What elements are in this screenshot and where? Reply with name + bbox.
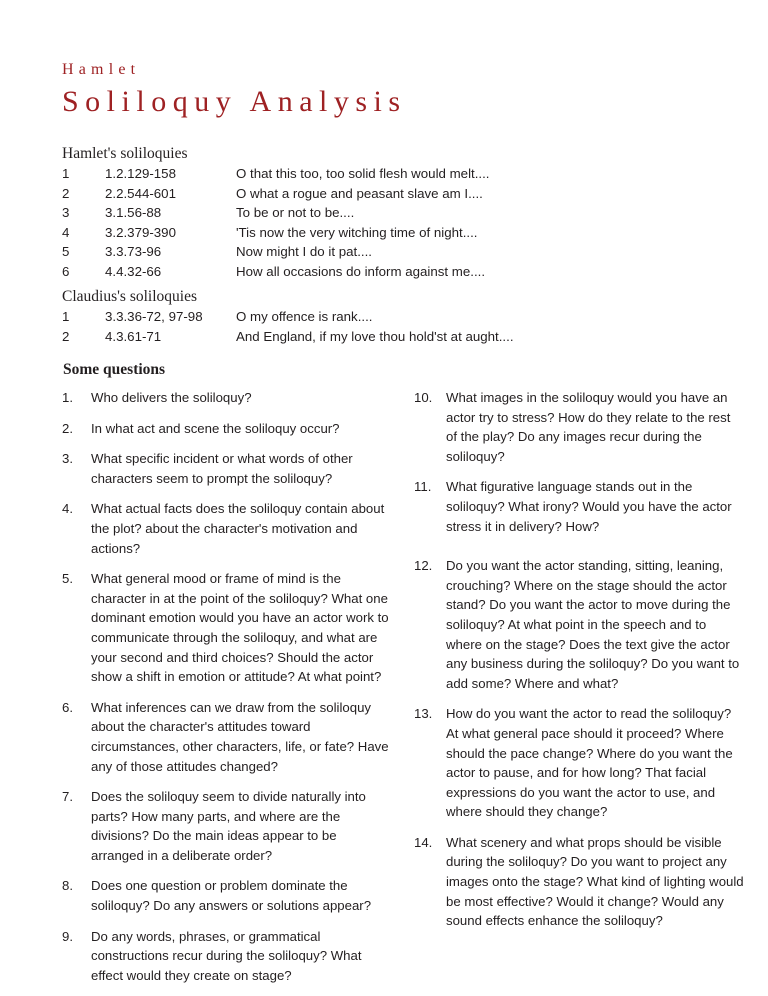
soliloquy-first-line: To be or not to be.... (236, 205, 355, 220)
table-row (62, 164, 490, 184)
question-item (62, 569, 392, 687)
question-item (62, 787, 392, 865)
question-number: 10. (414, 390, 433, 405)
soliloquy-first-line: And England, if my love thou hold'st at aught.... (236, 328, 514, 344)
question-item (414, 477, 744, 536)
soliloquy-index: 2 (62, 328, 70, 344)
soliloquy-first-line: How all occasions do inform against me.... (236, 263, 486, 279)
question-item (62, 449, 392, 488)
question-item (62, 698, 392, 776)
soliloquy-index: 3 (62, 205, 70, 220)
question-number: 3. (62, 451, 73, 467)
soliloquy-reference: 3.1.56-88 (105, 205, 162, 220)
question-item (414, 833, 744, 931)
question-text: What actual facts does the soliloquy contain about the plot? about the character's motivation and actions? (91, 501, 385, 556)
soliloquy-first-line: 'Tis now the very witching time of night.... (236, 224, 478, 240)
question-number: 6. (62, 699, 73, 715)
questions-left-column (62, 388, 392, 996)
question-number: 11. (414, 479, 432, 495)
soliloquy-reference: 1.2.129-158 (105, 166, 176, 181)
claudius-soliloquies-heading: Claudius's soliloquies (62, 288, 197, 305)
table-row (62, 262, 490, 282)
soliloquy-reference: 3.2.379-390 (105, 224, 176, 240)
question-text: Does the soliloquy seem to divide naturally into parts? How many parts, and where are the divisions? Do the main ideas appear to be arranged in a deliberate order? (91, 789, 366, 863)
question-item (414, 388, 744, 466)
question-text: What inferences can we draw from the soliloquy about the character's attitudes toward circumstances, other characters, life, or fate? Have any of those attitudes changed? (91, 699, 389, 774)
soliloquy-reference: 4.4.32-66 (105, 263, 162, 279)
question-item (414, 704, 744, 822)
question-text: How do you want the actor to read the soliloquy? At what general pace should it proceed? Where should the pace change? Where do you want the actor to pause, and for how long? That facial expressions do you want the actor to use, and where should they change? (446, 706, 733, 820)
question-text: What scenery and what props should be visible during the soliloquy? Do you want to project any images onto the stage? What kind of lighting would be most effective? Would it change? Would any sound effects enhance the soliloquy? (446, 834, 744, 929)
hamlet-soliloquies-heading: Hamlet's soliloquies (62, 145, 188, 162)
questions-right-column (414, 388, 744, 942)
question-text: Do any words, phrases, or grammatical constructions recur during the soliloquy? What effect would they create on stage? (91, 928, 362, 983)
soliloquy-reference: 3.3.73-96 (105, 244, 162, 259)
table-row (62, 242, 490, 262)
question-item (62, 499, 392, 558)
soliloquy-index: 1 (62, 309, 70, 324)
claudius-soliloquies-section (62, 287, 514, 346)
questions-section-heading: Some questions (63, 361, 166, 378)
question-number: 13. (414, 706, 433, 722)
question-text: What specific incident or what words of other characters seem to prompt the soliloquy? (91, 451, 353, 486)
claudius-soliloquies-table (62, 307, 514, 346)
soliloquy-index: 6 (62, 263, 70, 279)
soliloquy-first-line: O that this too, too solid flesh would melt.... (236, 166, 490, 181)
question-number: 12. (414, 558, 433, 574)
table-row (62, 327, 514, 347)
table-row (62, 203, 490, 223)
soliloquy-first-line: O my offence is rank.... (236, 309, 373, 324)
question-item (414, 556, 744, 693)
hamlet-soliloquies-table (62, 164, 490, 281)
soliloquy-index: 1 (62, 166, 70, 181)
question-number: 4. (62, 501, 73, 517)
document-title-block (62, 60, 407, 120)
question-text: What images in the soliloquy would you have an actor try to stress? How do they relate to the rest of the play? Do any images recur during the soliloquy? (446, 390, 731, 464)
question-number: 1. (62, 390, 73, 405)
soliloquy-first-line: Now might I do it pat.... (236, 244, 372, 259)
title-kicker: Hamlet (62, 61, 141, 78)
hamlet-soliloquies-section (62, 144, 490, 281)
table-row (62, 184, 490, 204)
question-text: Who delivers the soliloquy? (91, 390, 252, 405)
question-text: In what act and scene the soliloquy occur? (91, 420, 340, 436)
table-row (62, 223, 490, 243)
question-number: 2. (62, 420, 73, 436)
question-number: 9. (62, 928, 73, 944)
soliloquy-index: 4 (62, 224, 70, 240)
soliloquy-reference: 2.2.544-601 (105, 185, 176, 201)
soliloquy-index: 2 (62, 185, 70, 201)
question-number: 5. (62, 571, 73, 587)
question-text: Do you want the actor standing, sitting, leaning, crouching? Where on the stage should the actor stand? Do you want the actor to move during the soliloquy? At what point in the speech and to where on the stage? Does the text give the actor any business during the soliloquy? Do you want to add some? Where and what? (446, 558, 740, 691)
soliloquy-first-line: O what a rogue and peasant slave am I.... (236, 185, 483, 201)
page-title: Soliloquy Analysis (62, 85, 407, 118)
question-number: 8. (62, 878, 73, 894)
question-text: Does one question or problem dominate the soliloquy? Do any answers or solutions appear? (91, 878, 372, 914)
question-text: What general mood or frame of mind is the character in at the point of the soliloquy? What one dominant emotion would you have an actor work to communicate through the soliloquy, and what are your second and third choices? Should the actor show a shift in emotion or attitude? At what point? (91, 571, 389, 685)
question-item (62, 419, 392, 439)
soliloquy-index: 5 (62, 244, 70, 259)
question-item (62, 388, 392, 408)
soliloquy-reference: 3.3.36-72, 97-98 (105, 309, 203, 324)
question-number: 7. (62, 789, 73, 805)
table-row (62, 307, 514, 327)
question-text: What figurative language stands out in the soliloquy? What irony? Would you have the actor stress it in delivery? How? (446, 479, 732, 534)
question-item (62, 927, 392, 986)
question-item (62, 876, 392, 915)
question-number: 14. (414, 834, 433, 850)
soliloquy-reference: 4.3.61-71 (105, 328, 162, 344)
